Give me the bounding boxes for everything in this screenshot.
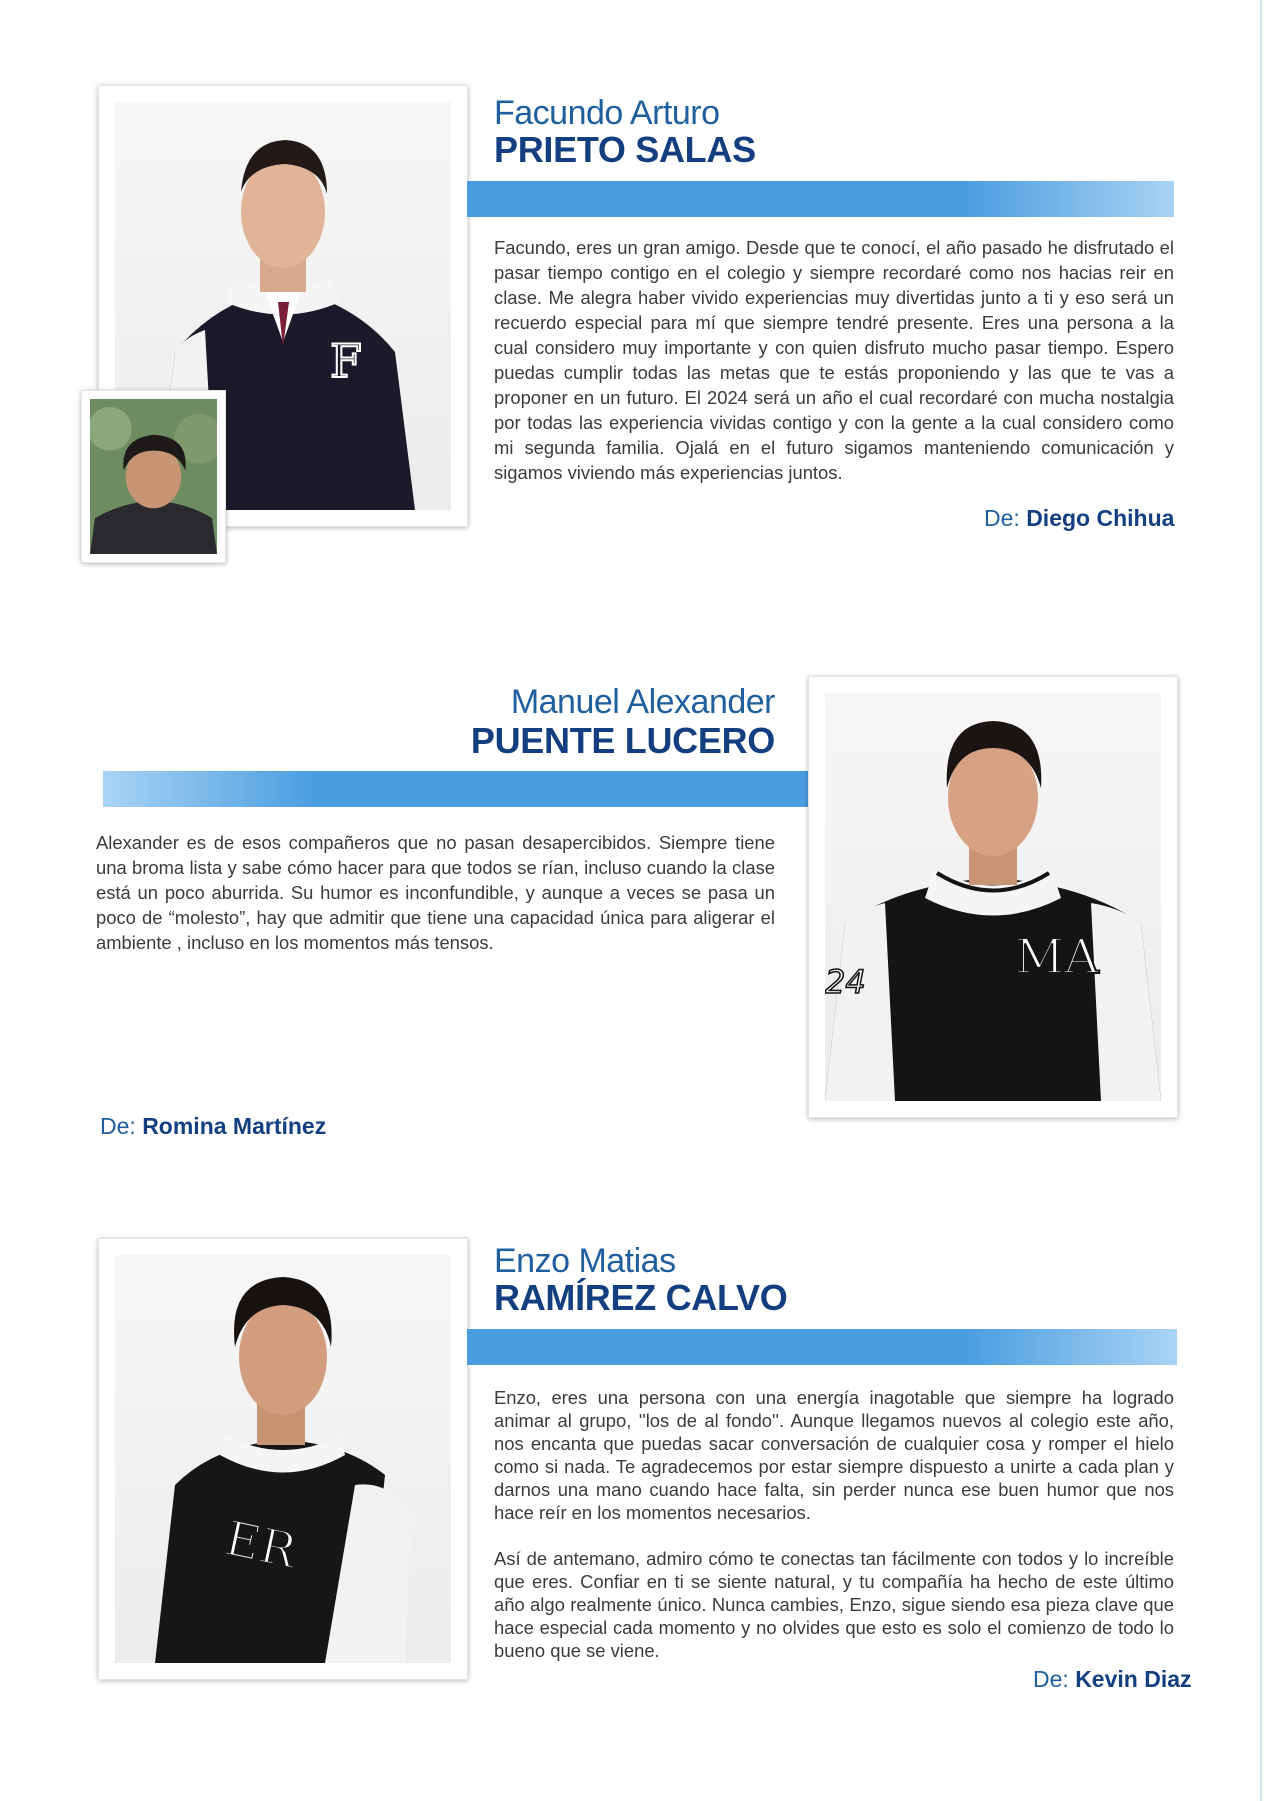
svg-text:ER: ER [220, 1510, 302, 1580]
from-label: De: [1033, 1666, 1069, 1692]
portrait-frame [98, 1238, 468, 1680]
first-name: Manuel Alexander [510, 683, 775, 721]
message-text [494, 1386, 1174, 1685]
portrait-frame [808, 676, 1178, 1118]
from-label: De: [100, 1113, 136, 1139]
from-name: Diego Chihua [1026, 505, 1175, 531]
name-bar [467, 1329, 1177, 1365]
last-name: RAMÍREZ CALVO [494, 1277, 788, 1318]
from-signature [1033, 1666, 1192, 1693]
from-name: Kevin Diaz [1075, 1666, 1192, 1692]
svg-text:F: F [330, 334, 362, 388]
childhood-photo-frame [81, 390, 226, 563]
page-edge-line [1260, 0, 1262, 1801]
last-name: PRIETO SALAS [494, 129, 756, 170]
portrait-photo [115, 1255, 451, 1663]
name-bar [103, 771, 809, 807]
from-name: Romina Martínez [142, 1113, 327, 1139]
message-text: Facundo, eres un gran amigo. Desde que te conocí, el año pasado he disfrutado el pasar tiempo contigo en el colegio y siempre recordaré como nos hacias reir en clase. Me alegra haber vivido experiencias muy divertidas junto a ti y eso será un recuerdo especial para mí que siempre tendré presente. Eres una persona a la cual considero muy importante y con quien disfruto mucho pasar tiempo. Espero puedas cumplir todas las metas que te estás proponiendo y las que te vas a proponer en un futuro. El 2024 será un año el cual recordaré con mucha nostalgia por todas las experiencia vividas contigo y con la gente a la cual considero como mi segunda familia. Ojalá en el futuro sigamos manteniendo comunicación y sigamos viviendo más experiencias juntos. [494, 237, 1174, 483]
from-signature [984, 505, 1174, 532]
message-paragraph-2: Así de antemano, admiro cómo te conectas tan fácilmente con todos y lo increíble que eres. Confiar en ti se siente natural, y tu compañía ha hecho de este último año algo realmente único. Nunca cambies, Enzo, sigue siendo esa pieza clave que hace especial cada momento y no olvides que esto es solo el comienzo de todo lo bueno que se viene. [494, 1548, 1174, 1661]
first-name: Facundo Arturo [494, 94, 720, 132]
childhood-photo [90, 399, 217, 554]
message-paragraph-1: Enzo, eres una persona con una energía inagotable que siempre ha logrado animar al grupo, ''los de al fondo''. Aunque llegamos nuevos al colegio este año, nos encanta que puedas sacar conversación de cualquier cosa y romper el hielo como si nada. Te agradecemos por estar siempre dispuesto a unirte a cada plan y darnos una mano cuando hace falta, sin perder nunca ese buen humor que nos hace reír en los momentos necesarios. [494, 1387, 1174, 1523]
from-signature [100, 1113, 326, 1140]
last-name: PUENTE LUCERO [470, 720, 775, 761]
svg-text:24: 24 [825, 963, 866, 1001]
svg-text:MA: MA [1015, 929, 1099, 985]
portrait-photo [825, 693, 1161, 1101]
from-label: De: [984, 505, 1020, 531]
name-bar [467, 181, 1174, 217]
first-name: Enzo Matias [494, 1242, 676, 1280]
message-text: Alexander es de esos compañeros que no pasan desapercibidos. Siempre tiene una broma lista y sabe cómo hacer para que todos se rían, incluso cuando la clase está un poco aburrida. Su humor es inconfundible, y aunque a veces se pasa un poco de “molesto”, hay que admitir que tiene una capacidad única para aligerar el ambiente , incluso en los momentos más tensos. [96, 832, 775, 953]
